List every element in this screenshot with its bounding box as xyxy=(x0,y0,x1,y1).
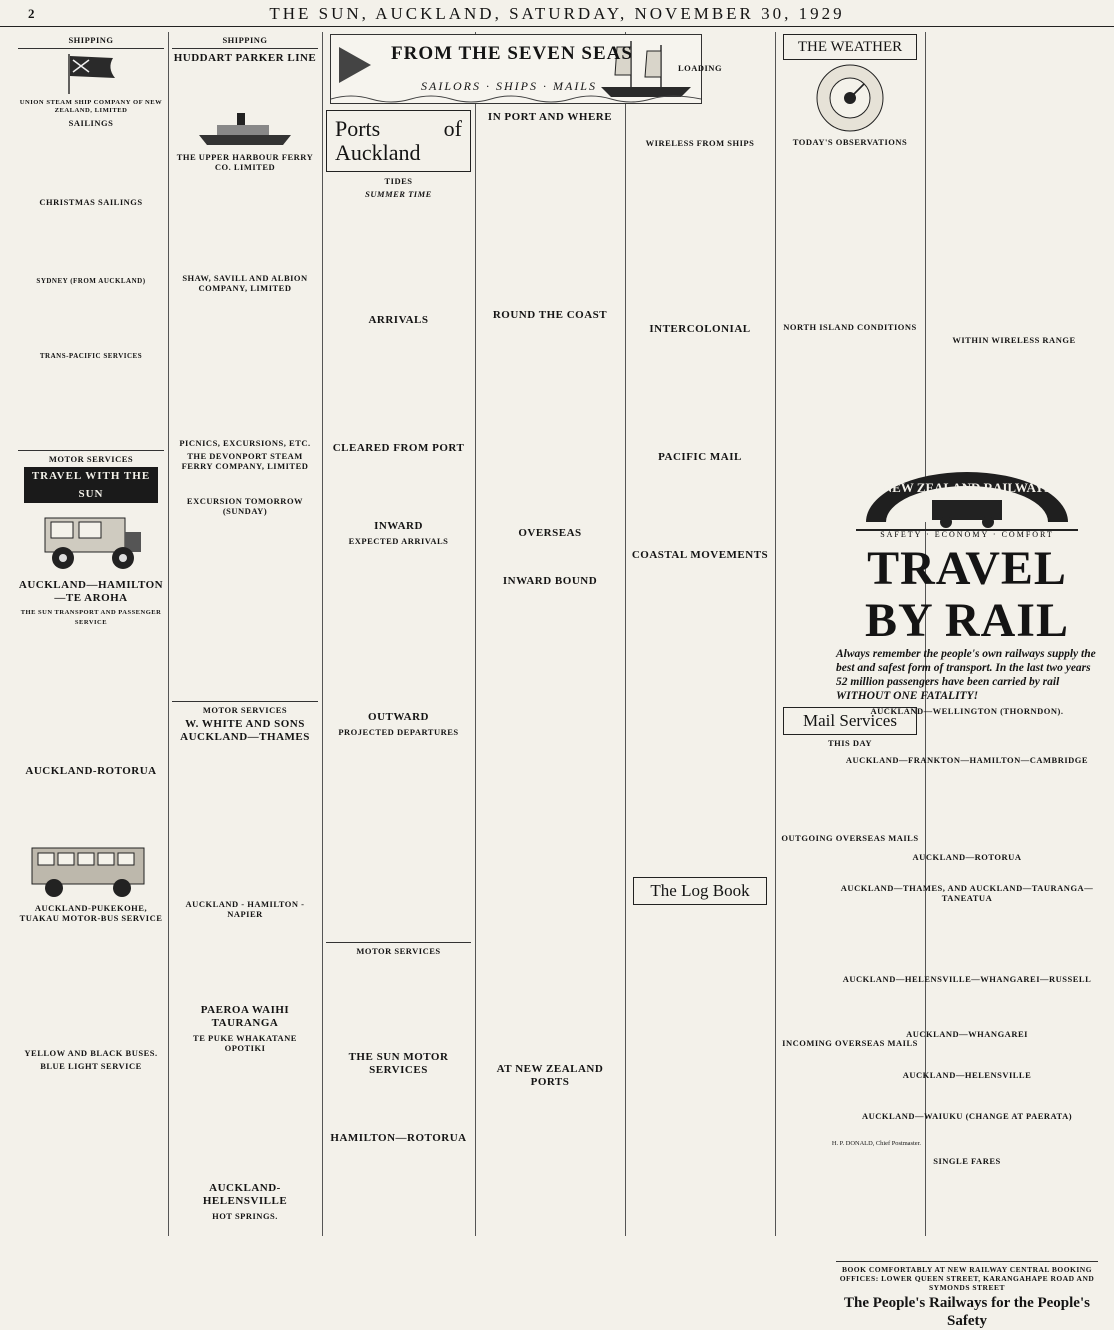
incoming-mails-heading: INCOMING OVERSEAS MAILS xyxy=(782,1038,918,1048)
ferry-steamer-icon xyxy=(195,109,295,149)
column-1 xyxy=(18,32,164,1236)
timetable-heading-wellington: AUCKLAND—WELLINGTON (THORNDON). xyxy=(870,706,1064,716)
column-rule xyxy=(775,32,776,1236)
coastal-movements-heading: COASTAL MOVEMENTS xyxy=(631,549,769,561)
cleared-from-port-heading: CLEARED FROM PORT xyxy=(332,442,465,454)
timetable-heading-cambridge: AUCKLAND—FRANKTON—HAMILTON—CAMBRIDGE xyxy=(845,755,1089,765)
mail-services-heading: Mail Services xyxy=(783,707,917,735)
column-rule xyxy=(322,32,323,1236)
column-rule xyxy=(625,32,626,1236)
devonport-ferry-heading: THE DEVONPORT STEAM FERRY COMPANY, LIMITED xyxy=(181,451,309,471)
te-puke-heading: TE PUKE WHAKATANE OPOTIKI xyxy=(193,1033,297,1053)
page-number: 2 xyxy=(28,6,35,21)
booking-offices-note: BOOK COMFORTABLY AT NEW RAILWAY CENTRAL BOOKING OFFICES: LOWER QUEEN STREET, KARANGAHAPE ROAD AND SYMONDS STREET xyxy=(839,1265,1095,1292)
shaw-savill-heading: SHAW, SAVILL AND ALBION COMPANY, LIMITED xyxy=(182,273,308,293)
single-fares-heading: SINGLE FARES xyxy=(933,1156,1001,1166)
sydney-heading: SYDNEY (FROM AUCKLAND) xyxy=(36,276,146,285)
overseas-heading: OVERSEAS xyxy=(518,527,582,539)
loading-heading: LOADING xyxy=(677,63,723,73)
section-heading-shipping: SHIPPING xyxy=(68,35,114,45)
huddart-parker-heading: HUDDART PARKER LINE xyxy=(173,52,317,64)
outward-heading: OUTWARD xyxy=(368,711,429,723)
hot-springs-heading: HOT SPRINGS. xyxy=(212,1211,278,1221)
auckland-hamilton-heading: AUCKLAND—HAMILTON—TE AROHA xyxy=(18,578,164,604)
inward-heading: INWARD xyxy=(374,520,423,532)
timetable-heading-russell: AUCKLAND—HELENSVILLE—WHANGAREI—RUSSELL xyxy=(842,974,1092,984)
sun-transport-heading: THE SUN TRANSPORT AND PASSENGER SERVICE xyxy=(20,608,162,626)
column-7-top xyxy=(929,32,1099,532)
timetable-heading-thames: AUCKLAND—THAMES, AND AUCKLAND—TAURANGA—TANEATUA xyxy=(840,883,1094,903)
timetable-heading-whangarei: AUCKLAND—WHANGAREI xyxy=(906,1029,1028,1039)
north-island-conditions-heading: NORTH ISLAND CONDITIONS xyxy=(783,322,917,332)
arrivals-heading: ARRIVALS xyxy=(368,314,429,326)
peoples-railways-footer: The People's Railways for the People's Safety xyxy=(844,1295,1090,1329)
ports-of-auckland-heading: Ports of Auckland xyxy=(326,110,471,172)
timetable-heading-waiuku: AUCKLAND—WAIUKU (CHANGE AT PAERATA) xyxy=(861,1111,1073,1121)
column-3 xyxy=(326,108,471,1236)
expected-arrivals-heading: EXPECTED ARRIVALS xyxy=(348,536,449,546)
transpacific-heading: TRANS-PACIFIC SERVICES xyxy=(39,351,143,360)
hamilton-napier-heading: AUCKLAND - HAMILTON - NAPIER xyxy=(185,899,305,919)
wireless-from-ships-heading: WIRELESS FROM SHIPS xyxy=(645,138,755,148)
railways-arc-text: NEW ZEALAND RAILWAYS xyxy=(882,480,1052,495)
tides-heading: TIDES xyxy=(384,176,413,186)
excursion-heading: EXCURSION TOMORROW (SUNDAY) xyxy=(186,496,304,516)
round-the-coast-heading: ROUND THE COAST xyxy=(492,309,608,321)
column-rule xyxy=(168,32,169,1236)
masthead xyxy=(0,0,1114,27)
seven-seas-subtitle: SAILORS · SHIPS · MAILS xyxy=(421,79,597,93)
seven-seas-title: FROM THE SEVEN SEAS xyxy=(391,43,633,64)
paeroa-heading: PAEROA WAIHI TAURANGA xyxy=(200,1004,290,1029)
union-company-flag-icon xyxy=(61,52,121,96)
motor-bus-illustration-icon xyxy=(26,842,156,900)
motor-services-heading-2: MOTOR SERVICES xyxy=(202,705,288,715)
log-book-heading: The Log Book xyxy=(633,877,767,905)
weather-dial-icon xyxy=(810,62,890,134)
railways-strap-text: SAFETY · ECONOMY · COMFORT xyxy=(880,530,1054,539)
travel-by-rail-headline: TRAVEL BY RAIL xyxy=(865,542,1069,647)
auckland-rotorua-heading: AUCKLAND-ROTORUA xyxy=(25,764,157,777)
column-2 xyxy=(172,32,318,1236)
motor-services-heading-3: MOTOR SERVICES xyxy=(356,946,441,956)
within-wireless-range-heading: WITHIN WIRELESS RANGE xyxy=(952,335,1076,345)
sailings-heading: SAILINGS xyxy=(68,117,114,128)
motor-car-illustration-icon xyxy=(31,506,151,576)
helensville-heading: AUCKLAND-HELENSVILLE xyxy=(202,1182,288,1207)
picnics-heading: PICNICS, EXCURSIONS, ETC. xyxy=(179,438,311,448)
motor-services-heading: MOTOR SERVICES xyxy=(48,453,134,464)
intercolonial-heading: INTERCOLONIAL xyxy=(649,323,751,335)
timetable-heading-rotorua: AUCKLAND—ROTORUA xyxy=(912,852,1022,862)
travel-with-the-sun-banner: TRAVEL WITH THE SUN xyxy=(24,467,158,503)
white-and-sons-heading: W. WHITE AND SONS AUCKLAND—THAMES xyxy=(180,718,310,743)
projected-departures-heading: PROJECTED DEPARTURES xyxy=(338,727,459,737)
outgoing-mails-heading: OUTGOING OVERSEAS MAILS xyxy=(781,833,919,843)
this-day-heading: THIS DAY xyxy=(827,738,873,748)
timetable-heading-helensville: AUCKLAND—HELENSVILLE xyxy=(902,1070,1032,1080)
column-5 xyxy=(629,32,771,1236)
postmaster-signature: H. P. DONALD, Chief Postmaster. xyxy=(831,1140,921,1147)
railways-slogan: Always remember the people's own railways supply the best and safest form of transport. In the last two years 52 million passengers have been carried by rail WITHOUT ONE FATALITY! xyxy=(836,648,1096,702)
at-nz-ports-heading: AT NEW ZEALAND PORTS xyxy=(496,1063,604,1088)
inward-bound-heading: INWARD BOUND xyxy=(502,575,598,587)
pukekohe-heading: AUCKLAND-PUKEKOHE, TUAKAU MOTOR-BUS SERVICE xyxy=(19,902,163,923)
sun-motor-services-heading: THE SUN MOTOR SERVICES xyxy=(348,1051,449,1076)
weather-heading: THE WEATHER xyxy=(783,34,917,60)
pacific-mail-heading: PACIFIC MAIL xyxy=(658,451,742,463)
column-rule xyxy=(475,32,476,1236)
upper-harbour-heading: THE UPPER HARBOUR FERRY CO. LIMITED xyxy=(176,152,314,172)
blue-light-heading: BLUE LIGHT SERVICE xyxy=(40,1060,142,1071)
section-heading-shipping-2: SHIPPING xyxy=(222,35,268,45)
railways-emblem-icon xyxy=(836,462,1098,538)
column-4 xyxy=(479,108,621,1236)
railways-advert xyxy=(836,462,1098,1329)
union-company-title: UNION STEAM SHIP COMPANY OF NEW ZEALAND, LIMITED xyxy=(19,99,163,114)
summer-time-heading: SUMMER TIME xyxy=(365,189,432,199)
in-port-heading: IN PORT AND WHERE xyxy=(487,111,613,123)
masthead-title: THE SUN, AUCKLAND, SATURDAY, NOVEMBER 30, 1929 xyxy=(269,4,845,23)
christmas-sailings-heading: CHRISTMAS SAILINGS xyxy=(39,196,143,207)
todays-observations-heading: TODAY'S OBSERVATIONS xyxy=(792,137,908,147)
hamilton-rotorua-heading: HAMILTON—ROTORUA xyxy=(330,1132,467,1144)
yellow-buses-heading: YELLOW AND BLACK BUSES. xyxy=(24,1047,158,1058)
